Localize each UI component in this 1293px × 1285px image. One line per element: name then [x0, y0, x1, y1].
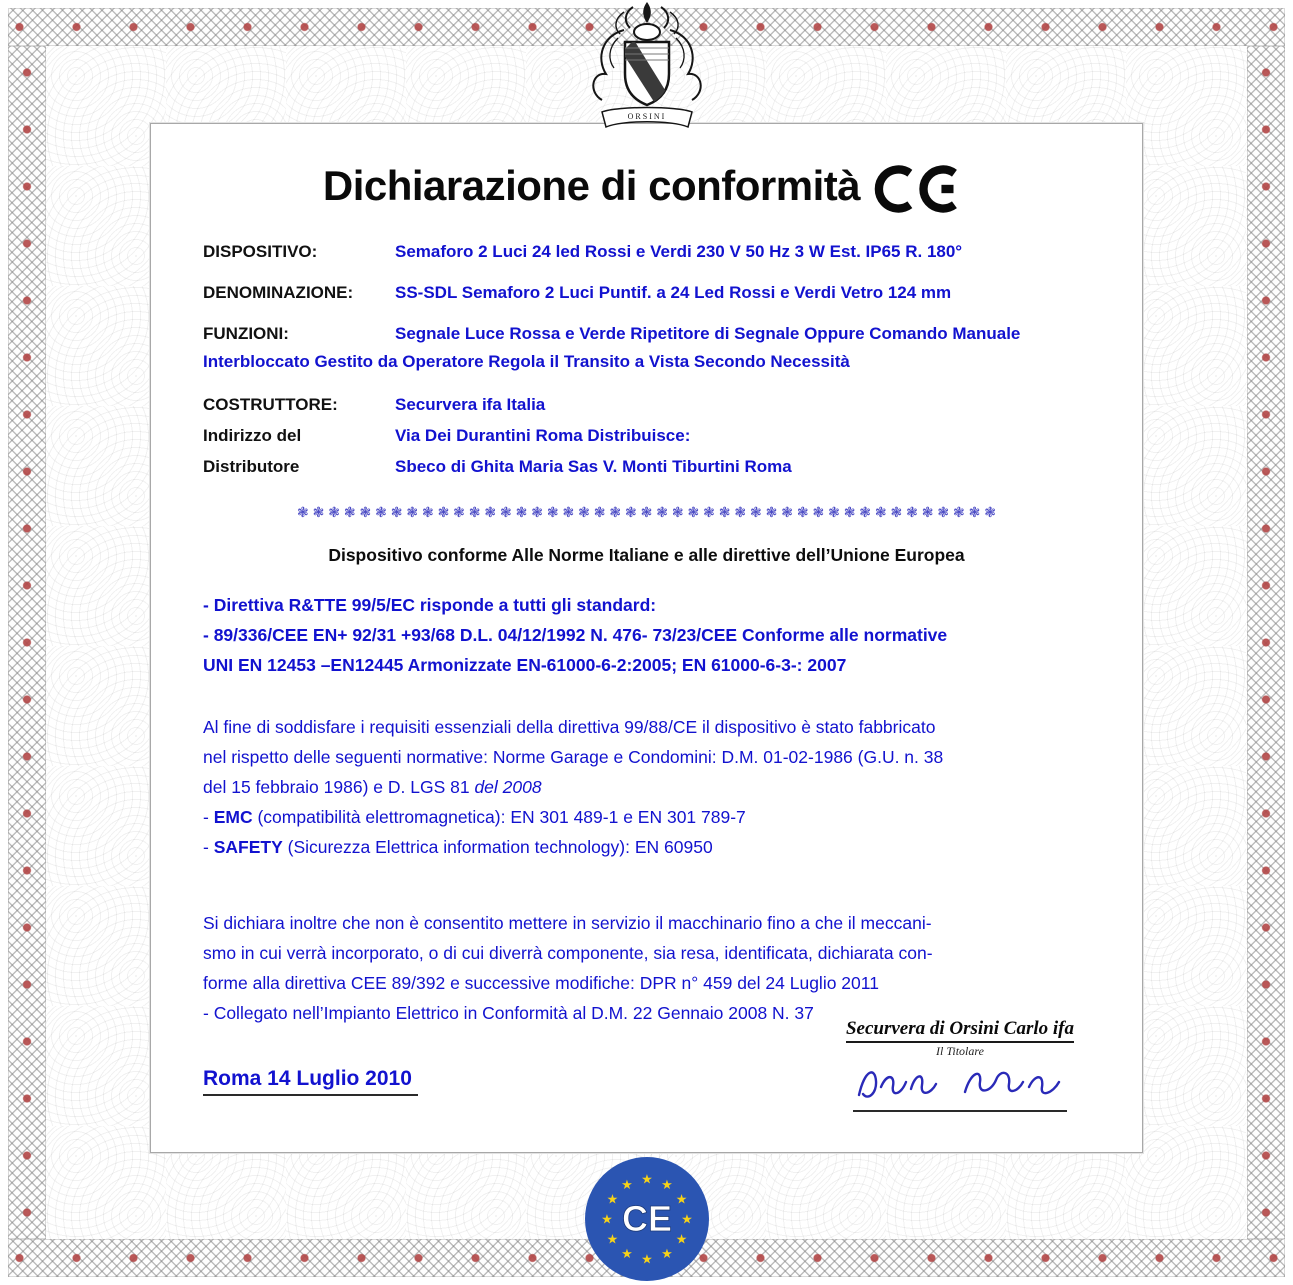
safety-rest: (Sicurezza Elettrica information technology): EN 60950 [282, 837, 713, 857]
svg-text:★: ★ [606, 1191, 618, 1207]
crest-banner-text: ORSINI [627, 112, 666, 121]
standards-paragraph [203, 590, 1090, 680]
declaration-paragraph [203, 908, 1090, 1028]
svg-text:★: ★ [640, 1171, 653, 1187]
svg-text:★: ★ [640, 1251, 653, 1267]
certificate-panel [150, 123, 1143, 1153]
svg-text:★: ★ [675, 1231, 687, 1247]
signature-company: Securvera di Orsini Carlo ifa [846, 1018, 1074, 1043]
declaration-line-2: smo in cui verrà incorporato, o di cui diverrà componente, sia resa, identificata, dichiarata con- [203, 943, 933, 963]
declaration-line-1: Si dichiara inoltre che non è consentito mettere in servizio il macchinario fino a che il meccani- [203, 913, 932, 933]
svg-text:★: ★ [680, 1211, 693, 1227]
compliance-line-3-regular: del 15 febbraio 1986) e D. LGS 81 [203, 777, 475, 797]
field-value-funzioni: Segnale Luce Rossa e Verde Ripetitore di Segnale Oppure Comando Manuale Interbloccato Gestito da Operatore Regola il Transito a Vista Secondo Necessità [203, 324, 1021, 371]
border-pattern-left [8, 46, 46, 1239]
svg-text:★: ★ [620, 1176, 633, 1192]
signature-block [824, 1018, 1096, 1112]
emc-rest: (compatibilità elettromagnetica): EN 301 489-1 e EN 301 789-7 [252, 807, 746, 827]
page-title: Dichiarazione di conformità [322, 162, 861, 209]
field-value-costruttore: Securvera ifa Italia [395, 395, 546, 414]
conformity-statement: Dispositivo conforme Alle Norme Italiane e alle direttive dell’Unione Europea [328, 545, 965, 565]
compliance-line-2: nel rispetto delle seguenti normative: Norme Garage e Condomini: D.M. 01-02-1986 (G.U. n. 38 [203, 747, 944, 767]
safety-line [203, 832, 1090, 862]
field-denominazione [203, 279, 1090, 307]
border-pattern-right [1247, 46, 1285, 1239]
date-place: Roma 14 Luglio 2010 [203, 1067, 418, 1096]
field-label-costruttore: COSTRUTTORE: [203, 395, 338, 414]
field-value-indirizzo-line1: Via Dei Durantini Roma Distribuisce: [395, 426, 691, 445]
field-indirizzo-line1 [203, 420, 1090, 451]
svg-text:★: ★ [606, 1231, 618, 1247]
standards-line-3: UNI EN 12453 –EN12445 Armonizzate EN-61000-6-2:2005; EN 61000-6-3-: 2007 [203, 655, 847, 675]
svg-text:★: ★ [600, 1211, 613, 1227]
emc-label: EMC [213, 807, 253, 827]
maker-block [203, 389, 1090, 482]
star-separator: ❃ ❃ ❃ ❃ ❃ ❃ ❃ ❃ ❃ ❃ ❃ ❃ ❃ ❃ ❃ ❃ ❃ ❃ ❃ ❃ ❃ ❃ ❃ ❃ ❃ ❃ ❃ ❃ ❃ ❃ ❃ ❃ ❃ ❃ ❃ ❃ ❃ ❃ ❃ ❃ ❃ ❃ ❃ ❃ ❃ [296, 504, 996, 520]
standards-line-1: - Direttiva R&TTE 99/5/EC risponde a tutti gli standard: [203, 595, 657, 615]
emc-line [203, 802, 1090, 832]
field-value-indirizzo-line2: Sbeco di Ghita Maria Sas V. Monti Tiburtini Roma [395, 457, 792, 476]
compliance-line-3-italic: del 2008 [474, 777, 542, 797]
svg-text:★: ★ [660, 1246, 673, 1262]
field-costruttore [203, 389, 1090, 420]
field-funzioni [203, 320, 1090, 376]
heraldic-crest-icon [572, 0, 722, 132]
eu-badge-ce-text: CE [621, 1198, 672, 1239]
field-indirizzo-line2 [203, 451, 1090, 482]
signature [853, 1061, 1067, 1112]
field-label-indirizzo: Indirizzo del [203, 426, 302, 445]
field-label-distributore: Distributore [203, 457, 300, 476]
field-label-denominazione: DENOMINAZIONE: [203, 283, 354, 302]
fields-section [203, 238, 1090, 482]
field-dispositivo [203, 238, 1090, 266]
compliance-paragraph [203, 712, 1090, 862]
field-value-dispositivo: Semaforo 2 Luci 24 led Rossi e Verdi 230 V 50 Hz 3 W Est. IP65 R. 180° [395, 242, 963, 261]
safety-dash: - [203, 837, 214, 857]
field-label-dispositivo: DISPOSITIVO: [203, 242, 318, 261]
ce-mark-icon [872, 163, 970, 215]
safety-label: SAFETY [213, 837, 283, 857]
signature-ink-icon [853, 1061, 1067, 1105]
field-label-funzioni: FUNZIONI: [203, 324, 289, 343]
declaration-line-4: - Collegato nell’Impianto Elettrico in Conformità al D.M. 22 Gennaio 2008 N. 37 [203, 1003, 814, 1023]
standards-line-2: - 89/336/CEE EN+ 92/31 +93/68 D.L. 04/12/1992 N. 476- 73/23/CEE Conforme alle normative [203, 625, 948, 645]
svg-text:★: ★ [675, 1191, 687, 1207]
field-value-denominazione: SS-SDL Semaforo 2 Luci Puntif. a 24 Led Rossi e Verdi Vetro 124 mm [395, 283, 952, 302]
title-row [203, 160, 1090, 212]
compliance-line-1: Al fine di soddisfare i requisiti essenziali della direttiva 99/88/CE il dispositivo è stato fabbricato [203, 717, 936, 737]
svg-text:★: ★ [660, 1176, 673, 1192]
emc-dash: - [203, 807, 214, 827]
svg-text:★: ★ [620, 1246, 633, 1262]
signature-role: Il Titolare [936, 1044, 984, 1058]
eu-ce-badge-icon [583, 1155, 711, 1283]
compliance-line-3 [203, 772, 1090, 802]
declaration-line-3: forme alla direttiva CEE 89/392 e successive modifiche: DPR n° 459 del 24 Luglio 2011 [203, 973, 879, 993]
